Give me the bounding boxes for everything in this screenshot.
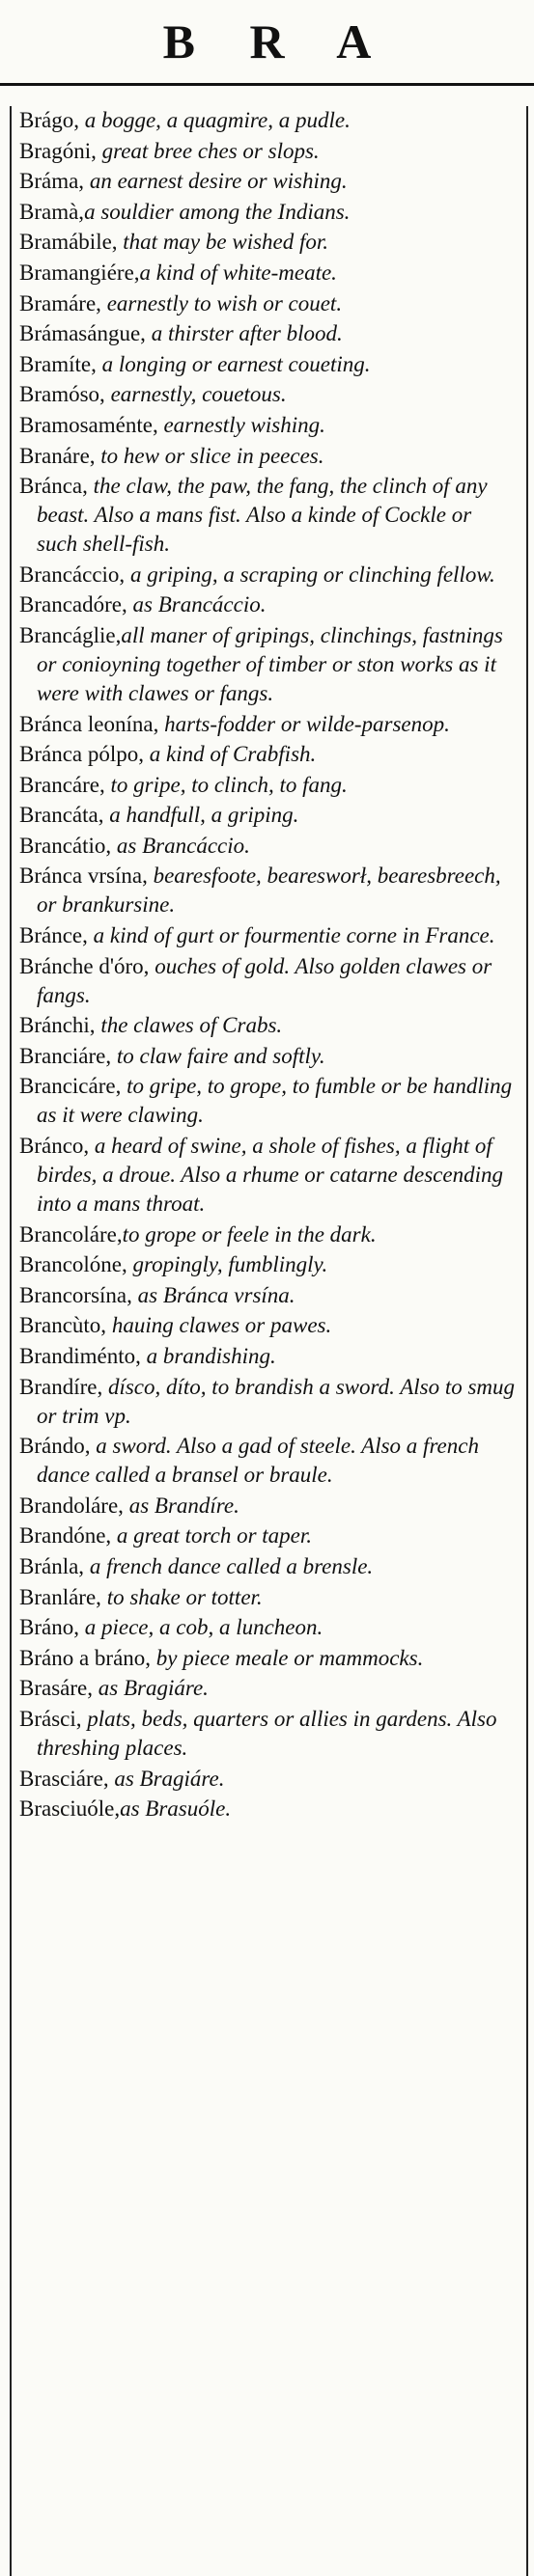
dictionary-entry <box>19 832 517 861</box>
dictionary-entry <box>19 259 517 288</box>
dictionary-entry <box>19 1521 517 1550</box>
entry-headword: Brancicáre, <box>19 1074 122 1099</box>
entry-definition: earnestly wishing. <box>157 412 325 437</box>
dictionary-entry <box>19 442 517 471</box>
entry-headword: Brancáccio, <box>19 562 126 587</box>
dictionary-entry <box>19 1011 517 1040</box>
entry-headword: Bránca vrsína, <box>19 863 148 889</box>
dictionary-entry <box>19 1705 517 1763</box>
entry-headword: Bramáre, <box>19 290 101 315</box>
entry-definition: a kind of white-meate. <box>139 260 337 285</box>
entry-headword: Bramosaménte, <box>19 412 158 437</box>
entry-definition: by piece meale or mammocks. <box>151 1645 424 1670</box>
entry-headword: Branáre, <box>19 443 96 468</box>
entry-definition: the clawes of Crabs. <box>95 1013 283 1038</box>
entry-definition: a griping, a scraping or clinching fellow. <box>125 562 495 587</box>
page-header <box>0 0 534 83</box>
entry-definition: as Brancáccio. <box>126 592 267 617</box>
entry-headword: Brandóne, <box>19 1523 112 1548</box>
dictionary-entry <box>19 1552 517 1581</box>
entry-headword: Brasciáre, <box>19 1766 109 1791</box>
entry-headword: Brancátio, <box>19 833 112 858</box>
entry-definition: gropingly, fumblingly. <box>126 1252 328 1277</box>
entry-headword: Bráma, <box>19 169 85 194</box>
dictionary-entry <box>19 1132 517 1219</box>
entry-definition: as Brasuóle. <box>120 1796 232 1822</box>
entry-headword: Bramóso, <box>19 382 105 407</box>
entry-headword: Brancolóne, <box>19 1252 127 1277</box>
entry-list <box>19 106 517 1825</box>
entry-definition: plats, beds, quarters or allies in gardens. Also threshing places. <box>37 1706 497 1760</box>
dictionary-entry <box>19 771 517 800</box>
entry-definition: bearesfoote, bearesworł, bearesbreech, or brankursine. <box>37 863 501 918</box>
dictionary-entry <box>19 1373 517 1431</box>
entry-headword: Brasciuóle, <box>19 1796 121 1822</box>
dictionary-entry <box>19 380 517 409</box>
entry-definition: a bogge, a quagmire, a pudle. <box>78 108 351 132</box>
dictionary-entry <box>19 167 517 196</box>
entry-definition: a piece, a cob, a luncheon. <box>78 1615 323 1640</box>
entry-headword: Brancáta, <box>19 803 104 828</box>
entry-headword: Brandoláre, <box>19 1493 124 1518</box>
dictionary-entry <box>19 472 517 559</box>
entry-headword: Branciáre, <box>19 1043 112 1068</box>
dictionary-entry <box>19 1072 517 1130</box>
entry-headword: Bráno, <box>19 1615 79 1640</box>
entry-definition: great bree ches or slops. <box>96 138 320 163</box>
entry-headword: Brámasángue, <box>19 321 146 346</box>
dictionary-entry <box>19 1042 517 1071</box>
entry-definition: as Bragiáre. <box>108 1766 225 1791</box>
dictionary-entry <box>19 740 517 769</box>
entry-headword: Brandiménto, <box>19 1344 141 1368</box>
dictionary-entry <box>19 1644 517 1673</box>
entry-definition: as Brancáccio. <box>111 833 250 858</box>
dictionary-entry <box>19 411 517 440</box>
dictionary-entry <box>19 862 517 919</box>
entry-definition: earnestly to wish or couet. <box>100 290 343 315</box>
dictionary-entry <box>19 590 517 619</box>
column-rule-right <box>526 106 528 2576</box>
entry-definition: a handfull, a griping. <box>103 803 299 828</box>
dictionary-entry <box>19 198 517 227</box>
entry-definition: a souldier among the Indians. <box>84 199 351 224</box>
entry-definition: an earnest desire or wishing. <box>84 169 348 194</box>
entry-definition: earnestly, couetous. <box>104 382 287 407</box>
entry-headword: Brásci, <box>19 1706 82 1731</box>
entry-headword: Brancorsína, <box>19 1282 132 1307</box>
entry-headword: Bránla, <box>19 1553 85 1578</box>
dictionary-entry <box>19 561 517 589</box>
entry-definition: to gripe, to grope, to fumble or be handling as it were clawing. <box>37 1074 513 1128</box>
entry-definition: to shake or totter. <box>100 1584 263 1609</box>
entry-headword: Bránca, <box>19 474 88 499</box>
dictionary-entry <box>19 228 517 257</box>
entry-headword: Bránco, <box>19 1134 90 1159</box>
entry-headword: Brancoláre, <box>19 1221 123 1247</box>
entry-headword: Brancadóre, <box>19 592 127 617</box>
entry-headword: Brágo, <box>19 108 79 132</box>
dictionary-entry <box>19 1765 517 1794</box>
entry-headword: Bramà, <box>19 199 85 224</box>
entry-definition: the claw, the paw, the fang, the clinch of any beast. Also a mans fist. Also a kinde of Cockle or such shell-fish. <box>37 474 488 557</box>
entry-definition: a heard of swine, a shole of fishes, a flight of birdes, a droue. Also a rhume or catarne descending into a mans throat. <box>37 1134 503 1217</box>
dictionary-entry <box>19 1281 517 1310</box>
dictionary-entry <box>19 1311 517 1340</box>
entry-definition: a brandishing. <box>140 1344 276 1368</box>
entry-definition: a longing or earnest coueting. <box>96 351 371 376</box>
entry-definition: a sword. Also a gad of steele. Also a french dance called a bransel or braule. <box>37 1434 479 1488</box>
entry-definition: to grope or feele in the dark. <box>122 1221 377 1247</box>
dictionary-entry <box>19 1613 517 1642</box>
dictionary-entry <box>19 710 517 739</box>
entry-definition: ouches of gold. Also golden clawes or fangs. <box>37 953 492 1007</box>
entry-definition: to claw faire and softly. <box>111 1043 325 1068</box>
entry-headword: Brándo, <box>19 1434 91 1459</box>
header-rule <box>0 83 534 86</box>
entry-definition: a thirster after blood. <box>145 321 343 346</box>
entry-headword: Brancáre, <box>19 772 105 797</box>
entry-headword: Bránca leonína, <box>19 711 159 736</box>
entry-headword: Bráno a bráno, <box>19 1645 152 1670</box>
entry-headword: Bránca pólpo, <box>19 742 145 767</box>
dictionary-entry <box>19 1342 517 1371</box>
entry-headword: Bránce, <box>19 923 88 948</box>
entry-definition: to gripe, to clinch, to fang. <box>104 772 348 797</box>
column-rule-left <box>10 106 12 2576</box>
entry-definition: dísco, díto, to brandish a sword. Also to smug or trim vp. <box>37 1374 516 1428</box>
dictionary-entry <box>19 621 517 708</box>
entry-headword: Bránche d'óro, <box>19 953 150 978</box>
entry-definition: that may be wished for. <box>117 230 329 255</box>
entry-definition: a french dance called a brensle. <box>84 1553 374 1578</box>
entry-headword: Branláre, <box>19 1584 101 1609</box>
dictionary-entry <box>19 106 517 135</box>
dictionary-entry <box>19 921 517 950</box>
dictionary-entry <box>19 952 517 1010</box>
dictionary-entry <box>19 1492 517 1521</box>
dictionary-entry <box>19 289 517 318</box>
dictionary-entry <box>19 350 517 379</box>
entry-headword: Brancáglie, <box>19 622 122 647</box>
dictionary-entry <box>19 801 517 830</box>
dictionary-entry <box>19 1674 517 1703</box>
header-title: B R A <box>162 14 393 69</box>
entry-definition: to hew or slice in peeces. <box>95 443 324 468</box>
entry-headword: Bramábile, <box>19 230 118 255</box>
dictionary-entry <box>19 137 517 166</box>
dictionary-entry <box>19 1795 517 1823</box>
dictionary-entry <box>19 1432 517 1490</box>
dictionary-entry <box>19 1220 517 1249</box>
entry-definition: as Brandíre. <box>123 1493 239 1518</box>
entry-headword: Brancùto, <box>19 1313 107 1338</box>
dictionary-entry <box>19 1250 517 1279</box>
entry-headword: Bránchi, <box>19 1013 96 1038</box>
entry-definition: as Bragiáre. <box>93 1676 209 1701</box>
entry-definition: a kind of Crabfish. <box>144 742 317 767</box>
entry-definition: all maner of gripings, clinchings, fastnings or conioyning together of timber or ston works as it were with clawes or fangs. <box>37 622 503 705</box>
entry-headword: Brandíre, <box>19 1374 103 1399</box>
entry-headword: Bramíte, <box>19 351 97 376</box>
entry-headword: Bragóni, <box>19 138 97 163</box>
dictionary-entry <box>19 319 517 348</box>
dictionary-entry <box>19 1583 517 1612</box>
entry-definition: harts-fodder or wilde-parsenop. <box>158 711 450 736</box>
entry-headword: Bramangiére, <box>19 260 140 285</box>
entry-definition: a kind of gurt or fourmentie corne in France. <box>87 923 495 948</box>
entry-definition: a great torch or taper. <box>111 1523 313 1548</box>
entry-definition: hauing clawes or pawes. <box>106 1313 332 1338</box>
entry-headword: Brasáre, <box>19 1676 93 1701</box>
entry-definition: as Bránca vrsína. <box>131 1282 295 1307</box>
